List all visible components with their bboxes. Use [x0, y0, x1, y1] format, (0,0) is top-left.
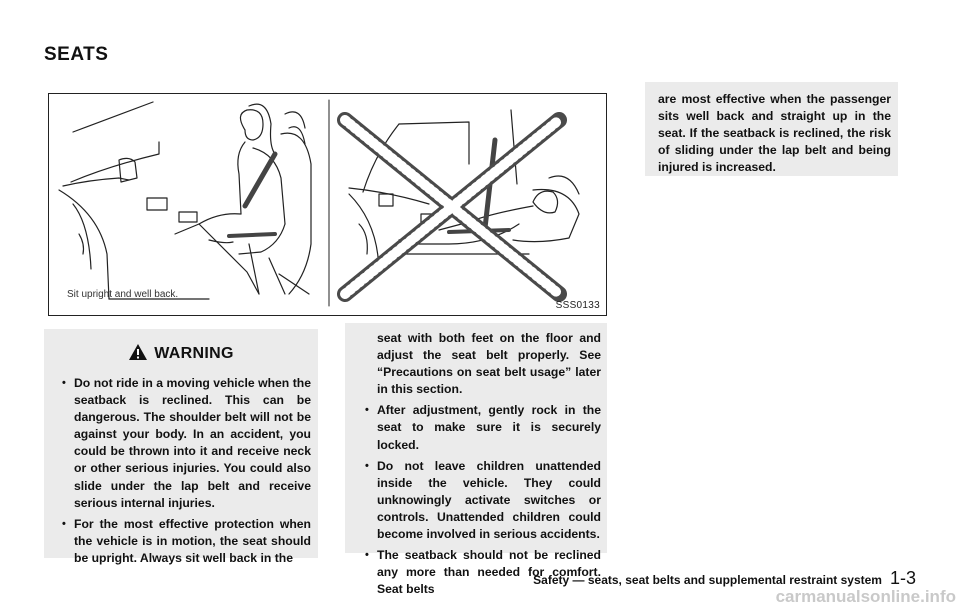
continued-bullet-2: • Do not leave children unattended inside the vehicle. They could unknowingly activate switches or controls. Unattended children could become involved in serious accidents. — [353, 458, 601, 543]
warning-continued-box — [345, 323, 607, 597]
warning-end-paragraph: are most effective when the passenger sits well back and straight up in the seat. If the seatback is reclined, the risk of sliding under the lap belt and being injured is increased. — [658, 92, 891, 175]
page-footer — [533, 568, 916, 589]
warning-bullet-1: • Do not ride in a moving vehicle when the seatback is reclined. This can be dangerous. The shoulder belt will not be against your body. In an accident, you could be thrown into it and receive neck or other serious injuries. You could also slide under the lap belt and receive serious internal injuries. — [50, 375, 311, 512]
footer-text: Safety — seats, seat belts and supplemental restraint system — [533, 573, 882, 587]
warning-heading — [44, 343, 318, 363]
continued-paragraph: seat with both feet on the floor and adjust the seat belt properly. See “Precautions on seat belt usage” later in this section. — [377, 331, 601, 397]
warning-continued-content — [353, 330, 601, 602]
warning-bullet-2: • For the most effective protection when the vehicle is in motion, the seat should be upright. Always sit well back in the — [50, 516, 311, 567]
warning-title: WARNING — [154, 345, 234, 362]
continued-bullet-1: • After adjustment, gently rock in the seat to make sure it is securely locked. — [353, 402, 601, 453]
watermark: carmanualsonline.info — [775, 587, 956, 606]
warning-triangle-icon — [128, 343, 148, 361]
warning-list — [50, 375, 311, 571]
warning-end-box — [645, 82, 898, 176]
continued-bullet-3: • The seatback should not be reclined any more than needed for comfort. Seat belts — [353, 547, 601, 598]
page-number: 1-3 — [889, 568, 916, 588]
section-title: SEATS — [44, 44, 109, 65]
warning-box — [44, 329, 318, 565]
figure-caption: Sit upright and well back. — [67, 289, 179, 300]
figure-code: SSS0133 — [555, 300, 600, 311]
seat-illustration-drawing — [49, 94, 608, 317]
seat-illustration — [48, 93, 607, 316]
